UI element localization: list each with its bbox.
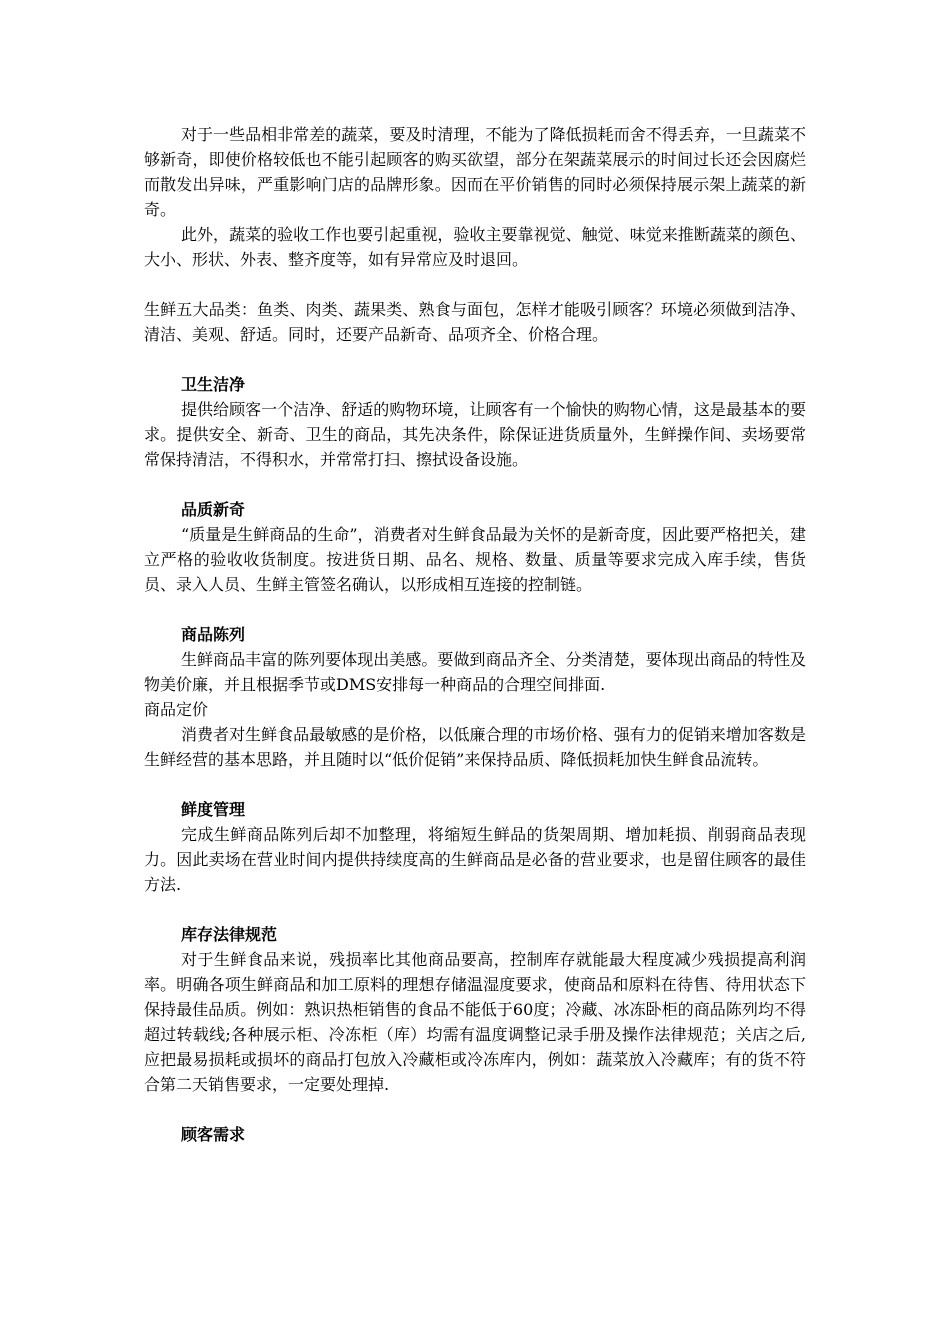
- intro-paragraph-2: 此外，蔬菜的验收工作也要引起重视，验收主要靠视觉、触觉、味觉来推断蔬菜的颜色、大小、形状、外表、整齐度等，如有异常应及时退回。: [144, 225, 806, 269]
- section-heading-customer-needs: 顾客需求: [181, 1125, 246, 1144]
- section-body-inventory: 对于生鲜食品来说，残损率比其他商品要高，控制库存就能最大程度减少残损提高利润率。明确各项生鲜商品和加工原料的理想存储温湿度要求，使商品和原料在待售、待用状态下保持最佳品质。例如：熟识热柜销售的食品不能低于60度；冷藏、冰冻卧柜的商品陈列均不得超过转载线;各种展示柜、冷冻柜（库）均需有温度调整记录手册及操作法律规范；关店之后,应把最易损耗或损坏的商品打包放入冷藏柜或冷冻库内，例如：蔬菜放入冷藏库；有的货不符合第二天销售要求，一定要处理掉.: [144, 950, 806, 1094]
- section-body-pricing: 消费者对生鲜食品最敏感的是价格，以低廉合理的市场价格、强有力的促销来增加客数是生鲜经营的基本思路，并且随时以“低价促销”来保持品质、降低损耗加快生鲜食品流转。: [144, 725, 806, 769]
- spacer: [144, 772, 806, 797]
- spacer: [144, 597, 806, 622]
- section-heading-hygiene: 卫生洁净: [181, 375, 246, 394]
- spacer: [144, 897, 806, 922]
- spacer: [144, 347, 806, 372]
- section-body-display: 生鲜商品丰富的陈列要体现出美感。要做到商品齐全、分类清楚，要体现出商品的特性及物美价廉，并且根据季节或DMS安排每一种商品的合理空间排面.: [144, 650, 806, 694]
- section-body-hygiene: 提供给顾客一个洁净、舒适的购物环境，让顾客有一个愉快的购物心情，这是最基本的要求。提供安全、新奇、卫生的商品，其先决条件，除保证进货质量外，生鲜操作间、卖场要常常保持清洁，不得积水，并常常打扫、擦拭设备设施。: [144, 400, 806, 469]
- spacer: [144, 1097, 806, 1122]
- section-heading-quality: 品质新奇: [181, 500, 246, 519]
- spacer: [144, 472, 806, 497]
- section-body-quality: “质量是生鲜商品的生命”，消费者对生鲜食品最为关怀的是新奇度，因此要严格把关，建立严格的验收收货制度。按进货日期、品名、规格、数量、质量等要求完成入库手续，售货员、录入人员、生鲜主管签名确认，以形成相互连接的控制链。: [144, 525, 806, 594]
- overview-paragraph: 生鲜五大品类：鱼类、肉类、蔬果类、熟食与面包，怎样才能吸引顾客？环境必须做到洁净、清洁、美观、舒适。同时，还要产品新奇、品项齐全、价格合理。: [144, 300, 806, 344]
- section-heading-freshness: 鲜度管理: [181, 800, 246, 819]
- section-heading-display: 商品陈列: [181, 625, 246, 644]
- intro-paragraph-1: 对于一些品相非常差的蔬菜，要及时清理，不能为了降低损耗而舍不得丢弃，一旦蔬菜不够新奇，即使价格较低也不能引起顾客的购买欲望，部分在架蔬菜展示的时间过长还会因腐烂而散发出异味，严重影响门店的品牌形象。因而在平价销售的同时必须保持展示架上蔬菜的新奇。: [144, 125, 806, 219]
- spacer: [144, 272, 806, 297]
- section-heading-pricing: 商品定价: [144, 700, 209, 719]
- section-heading-inventory: 库存法律规范: [181, 925, 278, 944]
- document-page: [144, 122, 806, 1147]
- section-body-freshness: 完成生鲜商品陈列后却不加整理，将缩短生鲜品的货架周期、增加耗损、削弱商品表现力。因此卖场在营业时间内提供持续度高的生鲜商品是必备的营业要求，也是留住顾客的最佳方法.: [144, 825, 806, 894]
